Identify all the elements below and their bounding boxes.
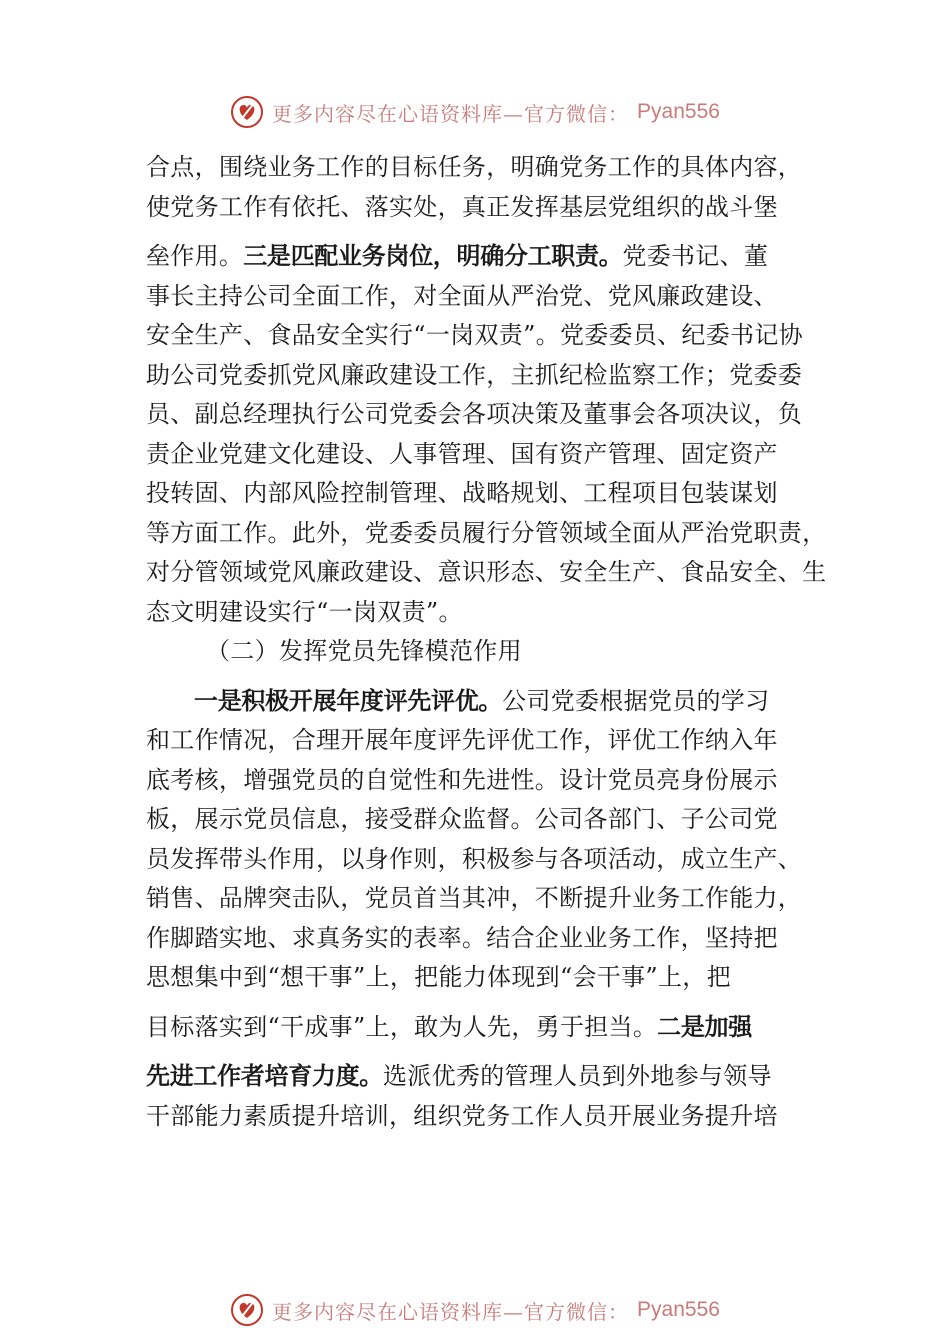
bold-lead: 一是积极开展年度评先评优。 bbox=[194, 686, 503, 715]
heart-logo-icon bbox=[230, 95, 264, 129]
section-heading: （二）发挥党员先锋模范作用 bbox=[206, 637, 522, 665]
text-line: 投转固、内部风险控制管理、战略规划、工程项目包装谋划 bbox=[146, 479, 778, 507]
text-line: 合点，围绕业务工作的目标任务，明确党务工作的具体内容， bbox=[146, 153, 803, 181]
text-line: 对分管领域党风廉政建设、意识形态、安全生产、食品安全、生 bbox=[146, 558, 827, 586]
text-line: 使党务工作有依托、落实处，真正发挥基层党组织的战斗堡 bbox=[146, 192, 778, 221]
bold-lead: 先进工作者培育力度。 bbox=[146, 1062, 383, 1090]
text-line: 等方面工作。此外，党委委员履行分管领域全面从严治党职责， bbox=[146, 518, 827, 547]
watermark-handle: Pyan556 bbox=[637, 1298, 720, 1321]
text-line: 一是积极开展年度评先评优。公司党委根据党员的学习 bbox=[194, 686, 770, 715]
text-line: 安全生产、食品安全实行“一岗双责”。党委委员、纪委书记协 bbox=[146, 321, 803, 349]
text-line: 助公司党委抓党风廉政建设工作，主抓纪检监察工作；党委委 bbox=[146, 360, 803, 389]
text-line: 员、副总经理执行公司党委会各项决策及董事会各项决议，负 bbox=[146, 400, 803, 428]
text-line: 目标落实到“干成事”上，敢为人先，勇于担当。二是加强 bbox=[146, 1012, 752, 1041]
text-line: 事长主持公司全面工作，对全面从严治党、党风廉政建设、 bbox=[146, 281, 778, 310]
text-line: 底考核，增强党员的自觉性和先进性。设计党员亮身份展示 bbox=[146, 765, 778, 794]
footer-watermark bbox=[0, 1290, 950, 1330]
text-line: 干部能力素质提升培训，组织党务工作人员开展业务提升培 bbox=[146, 1101, 778, 1130]
text-line: 员发挥带头作用，以身作则，积极参与各项活动，成立生产、 bbox=[146, 844, 803, 873]
bold-lead: 二是加强 bbox=[657, 1012, 752, 1041]
text-line: 和工作情况，合理开展年度评先评优工作，评优工作纳入年 bbox=[146, 726, 778, 754]
heart-logo-icon bbox=[230, 1293, 264, 1327]
watermark-text: 更多内容尽在心语资料库—官方微信： bbox=[272, 1299, 630, 1324]
text-line: 销售、品牌突击队，党员首当其冲，不断提升业务工作能力， bbox=[146, 884, 803, 912]
text-line: 板，展示党员信息，接受群众监督。公司各部门、子公司党 bbox=[146, 805, 778, 833]
text-line: 作脚踏实地、求真务实的表率。结合企业业务工作，坚持把 bbox=[146, 923, 778, 952]
text-line: 思想集中到“想干事”上，把能力体现到“会干事”上，把 bbox=[146, 963, 731, 991]
text-line: 责企业党建文化建设、人事管理、国有资产管理、固定资产 bbox=[146, 439, 778, 468]
text-line: 态文明建设实行“一岗双责”。 bbox=[146, 597, 463, 626]
watermark-text: 更多内容尽在心语资料库—官方微信： bbox=[272, 101, 630, 126]
bold-lead: 三是匹配业务岗位，明确分工职责。 bbox=[243, 242, 623, 270]
text-line: 垒作用。三是匹配业务岗位，明确分工职责。党委书记、董 bbox=[146, 242, 769, 270]
watermark-handle: Pyan556 bbox=[637, 100, 720, 123]
header-watermark bbox=[0, 92, 950, 132]
document-body bbox=[146, 148, 827, 1136]
text-line: 先进工作者培育力度。选派优秀的管理人员到外地参与领导 bbox=[146, 1062, 772, 1090]
